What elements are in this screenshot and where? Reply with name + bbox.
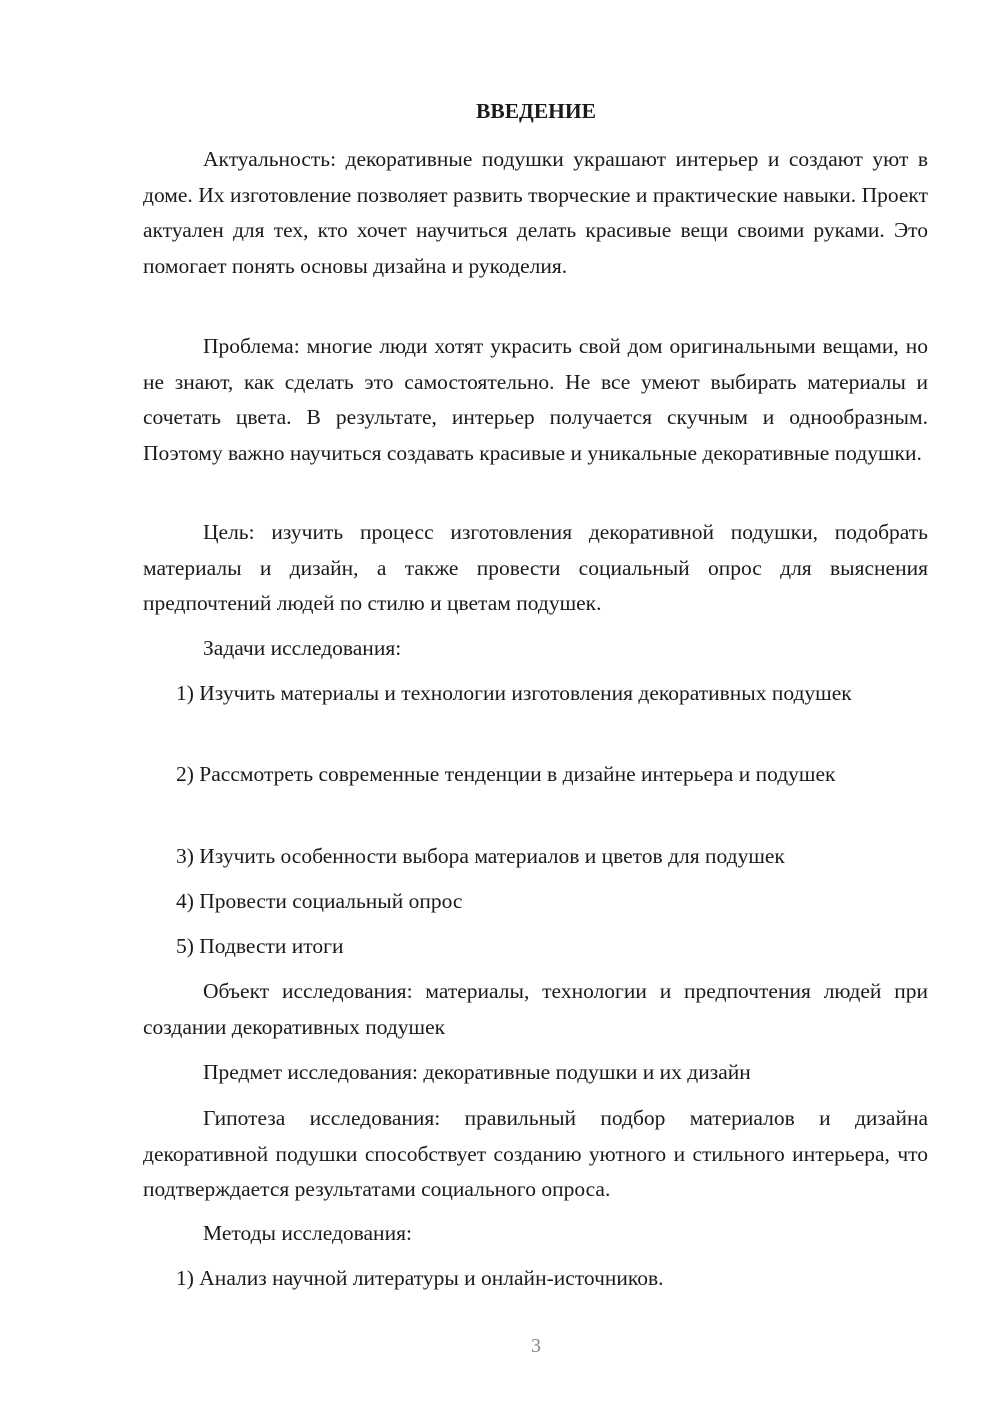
method-item: 1) Анализ научной литературы и онлайн-источников. xyxy=(176,1266,664,1290)
page-number: 3 xyxy=(531,1335,541,1357)
section-heading: ВВЕДЕНИЕ xyxy=(476,99,596,123)
subject-paragraph: Предмет исследования: декоративные подушки и их дизайн xyxy=(203,1060,751,1084)
task-item: 2) Рассмотреть современные тенденции в дизайне интерьера и подушек xyxy=(176,762,836,786)
task-item: 3) Изучить особенности выбора материалов и цветов для подушек xyxy=(176,844,785,868)
hypothesis-paragraph: Гипотеза исследования: правильный подбор материалов и дизайна декоративной подушки способствует созданию уютного и стильного интерьера, что подтверждается результатами социального опроса. xyxy=(143,1106,928,1201)
task-item: 1) Изучить материалы и технологии изготовления декоративных подушек xyxy=(176,681,852,705)
task-item: 4) Провести социальный опрос xyxy=(176,889,463,913)
object-paragraph: Объект исследования: материалы, технологии и предпочтения людей при создании декоративных подушек xyxy=(143,979,928,1039)
problem-paragraph: Проблема: многие люди хотят украсить свой дом оригинальными вещами, но не знают, как сделать это самостоятельно. Не все умеют выбирать материалы и сочетать цвета. В результате, интерьер получается скучным и однообразным. Поэтому важно научиться создавать красивые и уникальные декоративные подушки. xyxy=(143,334,928,465)
relevance-paragraph: Актуальность: декоративные подушки украшают интерьер и создают уют в доме. Их изготовление позволяет развить творческие и практические навыки. Проект актуален для тех, кто хочет научиться делать красивые вещи своими руками. Это помогает понять основы дизайна и рукоделия. xyxy=(143,147,928,278)
methods-title: Методы исследования: xyxy=(203,1221,412,1245)
goal-paragraph: Цель: изучить процесс изготовления декоративной подушки, подобрать материалы и дизайн, а также провести социальный опрос для выяснения предпочтений людей по стилю и цветам подушек. xyxy=(143,520,928,615)
task-item: 5) Подвести итоги xyxy=(176,934,344,958)
tasks-title: Задачи исследования: xyxy=(203,636,402,660)
